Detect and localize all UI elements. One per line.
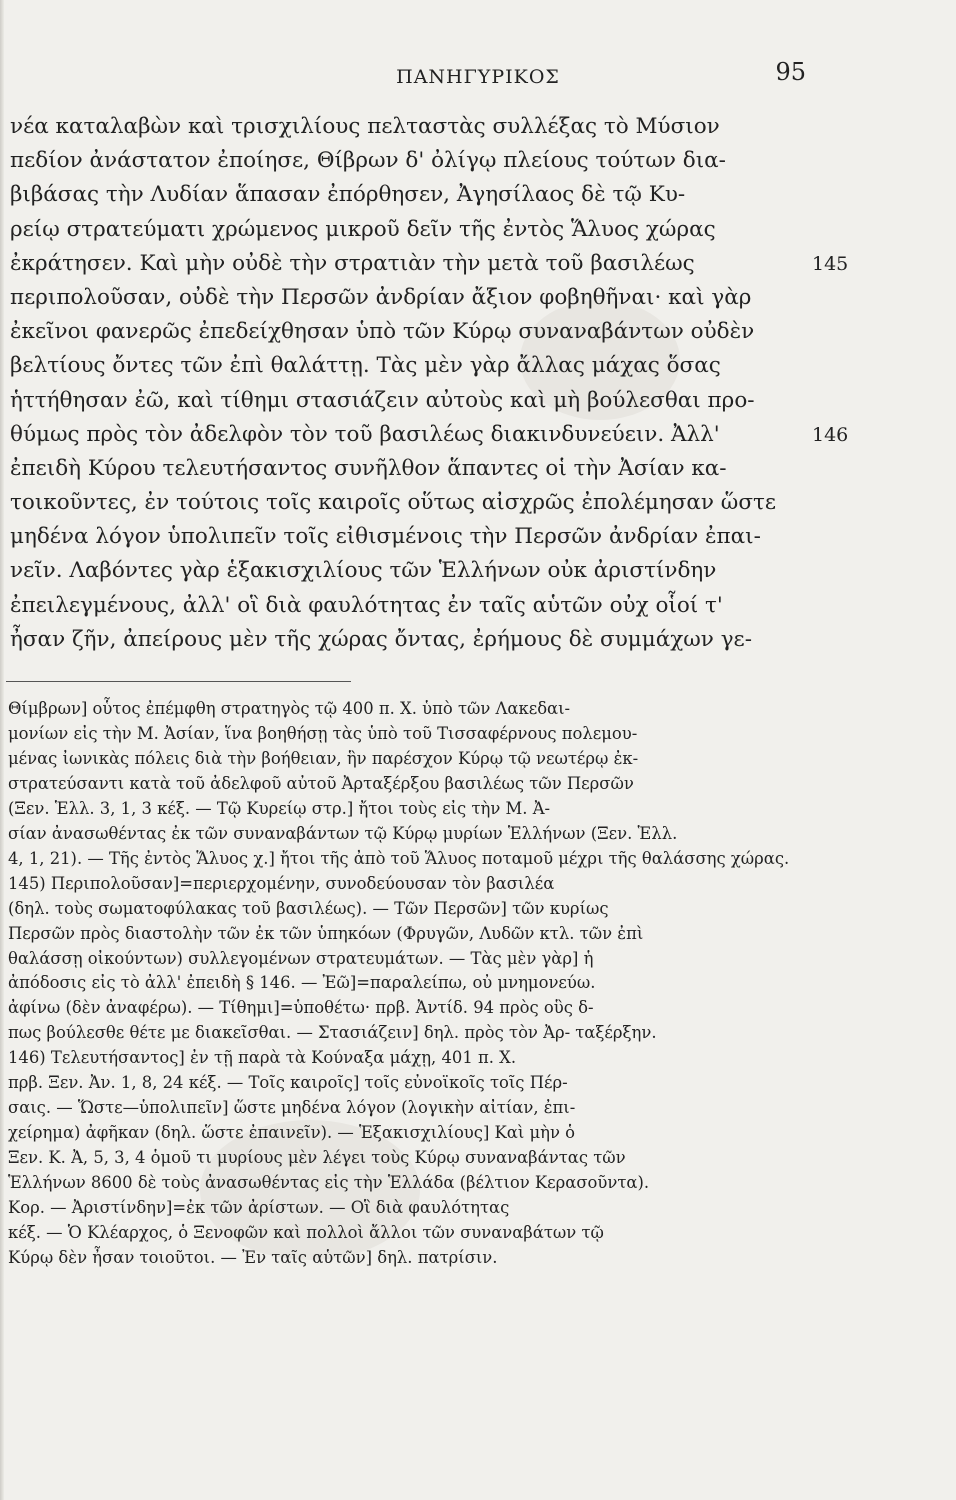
note-line: (δηλ. τοὺς σωματοφύλακας τοῦ βασιλέως). — Τῶν Περσῶν] τῶν κυρίως — [8, 898, 609, 918]
note-line: 4, 1, 21). — Τῆς ἐντὸς Ἅλυος χ.] ἤτοι τῆς ἀπὸ τοῦ Ἅλυος ποταμοῦ — [8, 848, 554, 868]
commentary-notes — [8, 697, 808, 1271]
note-line: ἀπόδοσις εἰς τὸ ἀλλ' ἐπειδὴ § 146. — Ἐῶ]=παραλείπω, οὐ μνημονεύω. — [8, 973, 596, 993]
text-line: βελτίους ὄντες τῶν ἐπὶ θαλάττῃ. Τὰς μὲν γὰρ ἄλλας μάχας ὅσας — [10, 353, 721, 379]
note-line: Ἑλλήνων 8600 δὲ τοὺς ἀνασωθέντας εἰς τὴν Ἑλλάδα (βέλτιον Κερασοῦντα). — [8, 1173, 650, 1193]
page-number: 95 — [775, 58, 806, 86]
note-line: στρατεύσαντι κατὰ τοῦ ἀδελφοῦ αὐτοῦ Ἀρταξέρξου βασιλέως τῶν Περσῶν — [8, 773, 634, 793]
text-line-content: ἐκράτησεν. Καὶ μὴν οὐδὲ τὴν στρατιὰν τὴν μετὰ τοῦ βασιλέως — [10, 250, 695, 276]
note-line: Ξεν. Κ. Ἀ, 5, 3, 4 ὁμοῦ τι μυρίους μὲν λέγει τοὺς Κύρῳ συναναβάντας τῶν — [8, 1148, 626, 1168]
note-line: μονίων εἰς τὴν Μ. Ἀσίαν, ἵνα βοηθήσῃ τὰς ὑπὸ τοῦ Τισσαφέρνους πολεμου- — [8, 723, 638, 743]
page-header — [0, 58, 956, 94]
note-line: ἀφίνω (δὲν ἀναφέρω). — Τίθημι]=ὑποθέτω· πρβ. Ἀντίδ. 94 πρὸς οὓς δ- — [8, 998, 594, 1018]
note-line: σίαν ἀνασωθέντας ἐκ τῶν συναναβάντων τῷ Κύρῳ μυρίων Ἑλλήνων (Ξεν. Ἑλλ. — [8, 823, 678, 843]
text-line — [10, 247, 849, 281]
text-line: περιπολοῦσαν, οὐδὲ τὴν Περσῶν ἀνδρίαν ἄξιον φοβηθῆναι· καὶ γὰρ — [10, 284, 752, 310]
note-line: Θίμβρων] οὗτος ἐπέμφθη στρατηγὸς τῷ 400 π. Χ. ὑπὸ τῶν Λακεδαι- — [8, 699, 571, 718]
text-line: ἡττήθησαν ἐῶ, καὶ τίθημι στασιάζειν αὐτοὺς καὶ μὴ βούλεσθαι προ- — [10, 387, 755, 413]
note-line: θαλάσσῃ οἰκούντων) συλλεγομένων στρατευμάτων. — Τὰς μὲν γὰρ] ἡ — [8, 948, 594, 968]
footnote-rule — [6, 681, 351, 682]
text-line: ἐπειδὴ Κύρου τελευτήσαντος συνῆλθον ἅπαντες οἱ τὴν Ἀσίαν κα- — [10, 455, 727, 481]
note-line: 146) Τελευτήσαντος] ἐν τῇ παρὰ τὰ Κούναξα μάχῃ, 401 π. Χ. — [8, 1048, 517, 1068]
page-edge — [0, 0, 4, 1500]
note-line: μένας ἰωνικὰς πόλεις διὰ τὴν βοήθειαν, ἣν παρέσχον Κύρῳ τῷ νεωτέρῳ ἐκ- — [8, 748, 639, 768]
text-line: ἐκεῖνοι φανερῶς ἐπεδείχθησαν ὑπὸ τῶν Κύρῳ συναναβάντων οὐδὲν — [10, 319, 755, 345]
note-line: Κύρῳ δὲν ἦσαν τοιοῦτοι. — Ἐν ταῖς αὑτῶν] δηλ. πατρίσιν. — [8, 1247, 498, 1267]
text-line: μηδένα λόγον ὑπολιπεῖν τοῖς εἰθισμένοις τὴν Περσῶν ἀνδρίαν ἐπαι- — [10, 524, 761, 550]
section-number-145: 145 — [812, 252, 849, 275]
text-line: πεδίον ἀνάστατον ἐποίησε, Θίβρων δ' ὀλίγῳ πλείους τούτων δια- — [10, 148, 726, 174]
text-line: ἦσαν ζῆν, ἀπείρους μὲν τῆς χώρας ὄντας, ἐρήμους δὲ συμμάχων γε- — [10, 626, 752, 652]
note-line: ταξέρξην. — [575, 1023, 657, 1043]
note-line: κέξ. — Ὁ Κλέαρχος, ὁ Ξενοφῶν καὶ πολλοὶ ἄλλοι τῶν συναναβάτων τῷ — [8, 1223, 604, 1243]
text-line: βιβάσας τὴν Λυδίαν ἅπασαν ἐπόρθησεν, Ἀγησίλαος δὲ τῷ Κυ- — [10, 182, 686, 208]
note-line: 145) Περιπολοῦσαν]=περιερχομένην, συνοδεύουσαν τὸν βασιλέα — [8, 873, 555, 893]
note-line: πρβ. Ξεν. Ἀν. 1, 8, 24 κέξ. — Τοῖς καιροῖς] τοῖς εὐνοϊκοῖς τοῖς Πέρ- — [8, 1073, 568, 1093]
text-line-content: θύμως πρὸς τὸν ἀδελφὸν τὸν τοῦ βασιλέως διακινδυνεύειν. Ἀλλ' — [10, 421, 720, 447]
note-line: Περσῶν πρὸς διαστολὴν τῶν ἐκ τῶν ὑπηκόων (Φρυγῶν, Λυδῶν κτλ. τῶν ἐπὶ — [8, 923, 644, 943]
note-line: πως βούλεσθε θέτε με διακεῖσθαι. — Στασιάζειν] δηλ. πρὸς τὸν Ἀρ- — [8, 1023, 571, 1043]
text-line: νέα καταλαβὼν καὶ τρισχιλίους πελταστὰς συλλέξας τὸ Μύσιον — [10, 114, 720, 139]
running-title: ΠΑΝΗΓΥΡΙΚΟΣ — [396, 66, 560, 88]
note-line: χείρημα) ἀφῆκαν (δηλ. ὥστε ἐπαινεῖν). — Ἑξακισχιλίους] Καὶ μὴν ὁ — [8, 1123, 576, 1143]
section-number-146: 146 — [812, 423, 849, 446]
note-line: (Ξεν. Ἑλλ. 3, 1, 3 κέξ. — Τῷ Κυρείῳ στρ.] ἤτοι τοὺς εἰς τὴν Μ. Ἀ- — [8, 798, 551, 818]
text-line: ρείῳ στρατεύματι χρώμενος μικροῦ δεῖν τῆς ἐντὸς Ἅλυος χώρας — [10, 216, 716, 242]
note-line: μέχρι τῆς θαλάσσης χώρας. — [558, 848, 790, 868]
text-line — [10, 418, 849, 452]
text-line: ἐπειλεγμένους, ἀλλ' οἳ διὰ φαυλότητας ἐν ταῖς αὑτῶν οὐχ οἷοί τ' — [10, 592, 723, 618]
note-line: σαις. — Ὥστε—ὑπολιπεῖν] ὥστε μηδένα λόγον (λογικὴν αἰτίαν, ἐπι- — [8, 1098, 576, 1118]
text-line: νεῖν. Λαβόντες γὰρ ἑξακισχιλίους τῶν Ἑλλήνων οὐκ ἀριστίνδην — [10, 558, 717, 584]
main-text — [10, 110, 849, 657]
text-line: τοικοῦντες, ἐν τούτοις τοῖς καιροῖς οὕτως αἰσχρῶς ἐπολέμησαν ὥστε — [10, 490, 777, 516]
note-line: Κορ. — Ἀριστίνδην]=ἐκ τῶν ἀρίστων. — Οἳ διὰ φαυλότητας — [8, 1198, 510, 1218]
